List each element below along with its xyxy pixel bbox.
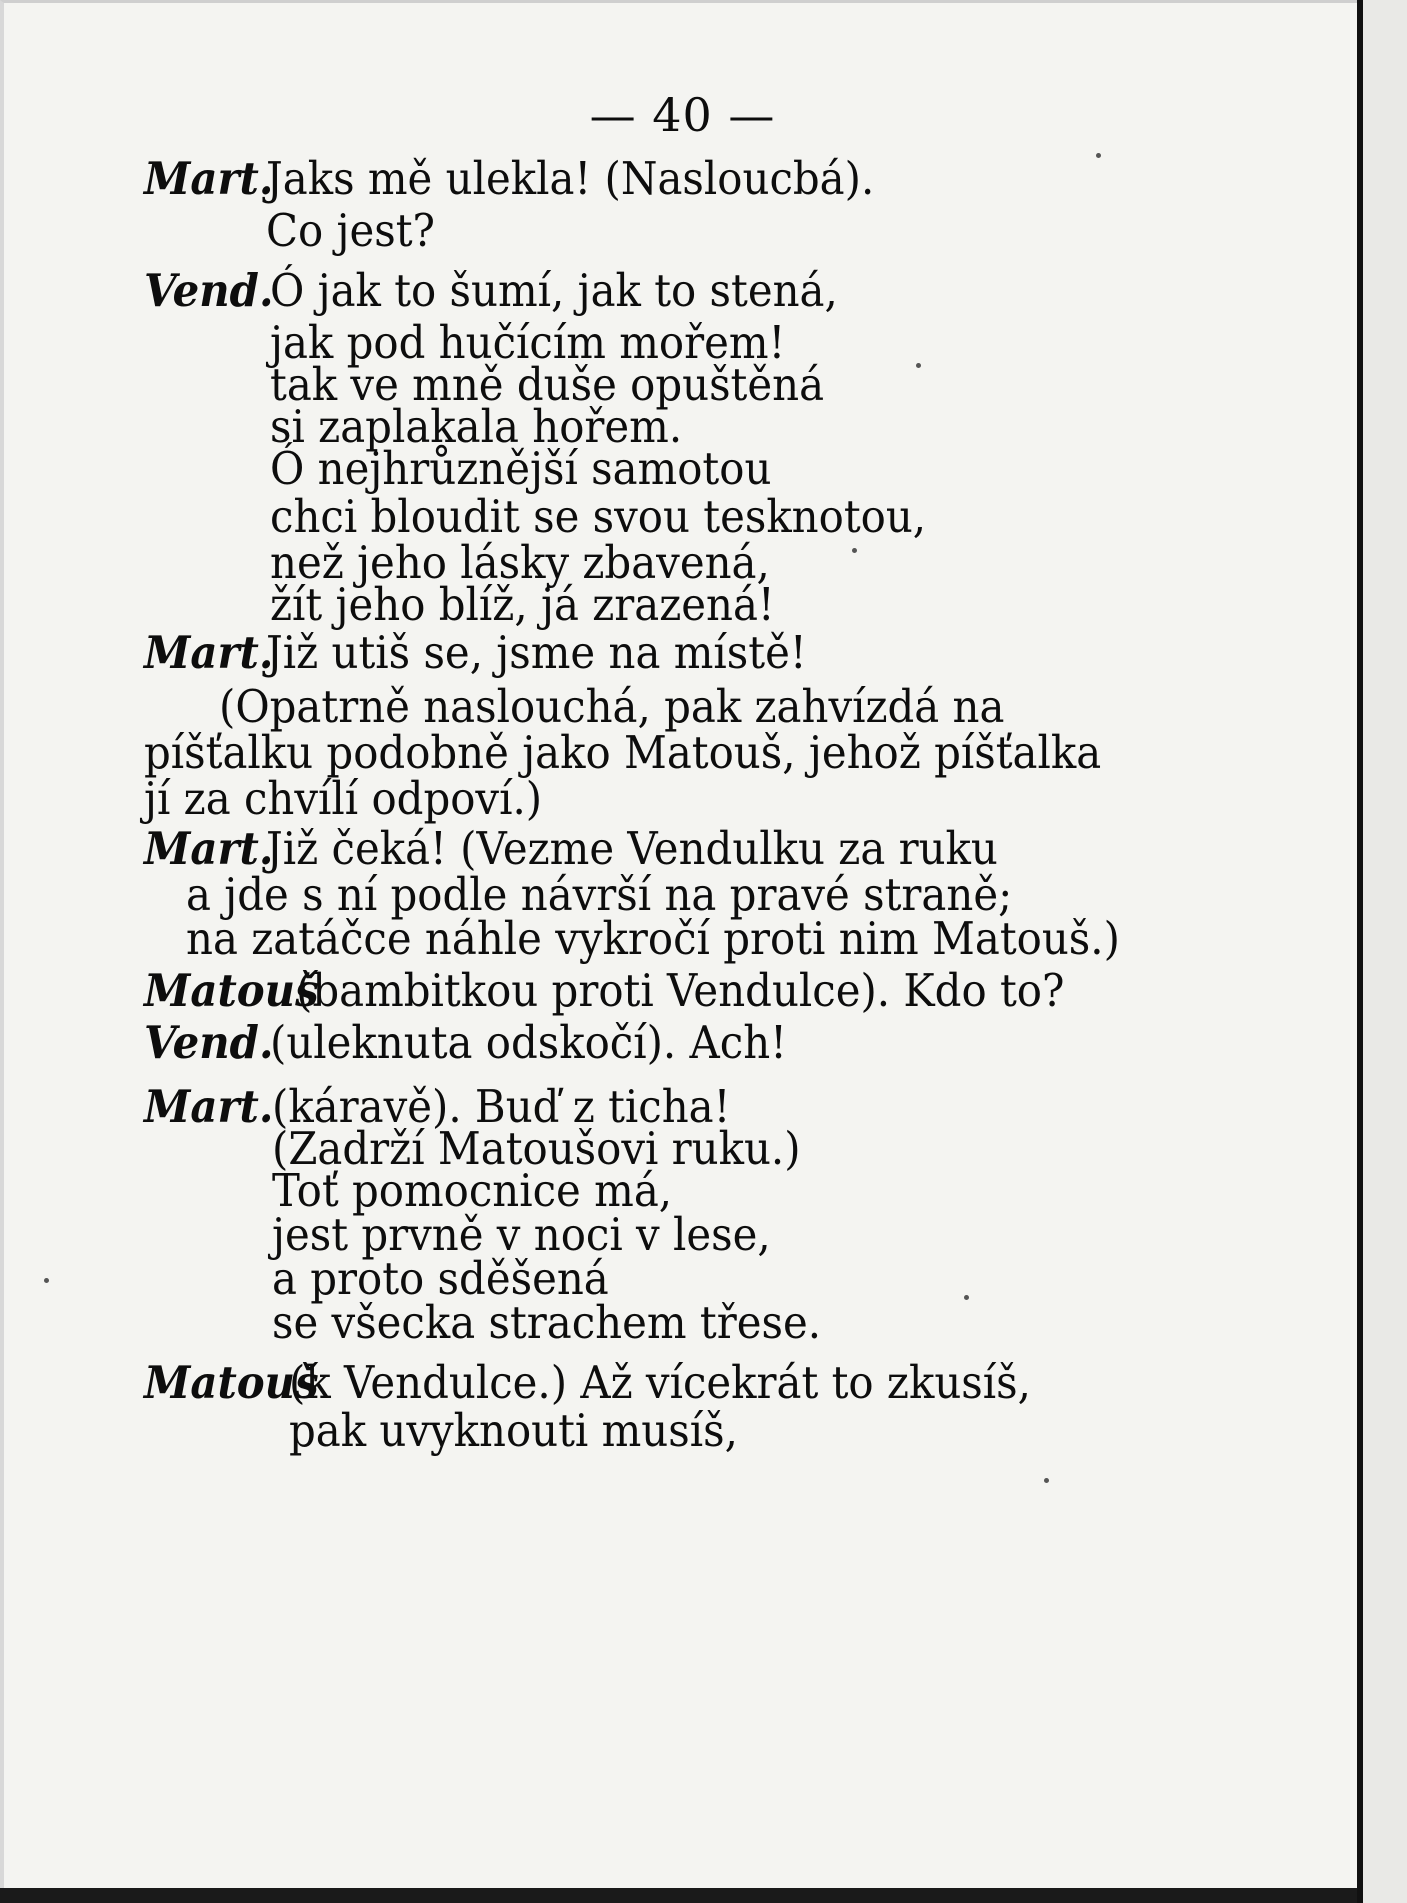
speaker-name: Matouš xyxy=(144,964,319,1017)
speaker-name: Mart. xyxy=(144,822,274,875)
speaker-name: Matouš xyxy=(144,1356,319,1409)
speech-line: a jde s ní podle návrší na pravé straně; xyxy=(186,868,1013,921)
speech-line: Jaks mě ulekla! (Nasloucbá). xyxy=(266,152,875,205)
verse-line: Toť pomocnice má, xyxy=(272,1164,673,1217)
speech-line: na zatáčce náhle vykročí proti nim Matouš.) xyxy=(186,912,1120,965)
verse-line: jak pod hučícím mořem! xyxy=(270,316,786,369)
verse-line: (Zadrží Matoušovi ruku.) xyxy=(272,1122,801,1175)
paper-speck xyxy=(44,1278,49,1283)
paper-speck xyxy=(852,548,857,553)
paper-speck xyxy=(1096,153,1101,158)
speaker-name: Mart. xyxy=(144,152,274,205)
verse-line: se všecka strachem třese. xyxy=(272,1296,822,1349)
page-number: — 40 — xyxy=(589,88,776,142)
stage-direction-line: píšťalku podobně jako Matouš, jehož píšťalka xyxy=(144,726,1102,779)
speaker-name: Vend. xyxy=(144,264,274,317)
verse-line: si zaplakala hořem. xyxy=(270,400,683,453)
speech-line: Již čeká! (Vezme Vendulku za ruku xyxy=(266,822,998,875)
verse-line: Ó jak to šumí, jak to stená, xyxy=(270,264,838,317)
verse-line: (káravě). Buď z ticha! xyxy=(272,1080,731,1133)
verse-line: chci bloudit se svou tesknotou, xyxy=(270,490,927,543)
speech-line: Co jest? xyxy=(266,204,435,257)
verse-line: Ó nejhrůznější samotou xyxy=(270,442,772,495)
paper-speck xyxy=(964,1295,969,1300)
speaker-name: Vend. xyxy=(144,1016,274,1069)
speaker-name: Mart. xyxy=(144,1080,274,1133)
stage-direction-line: (Opatrně naslouchá, pak zahvízdá na xyxy=(219,680,1005,733)
paper-speck xyxy=(1044,1478,1049,1483)
stage-direction-line: jí za chvílí odpoví.) xyxy=(144,772,543,825)
scan-page-edge xyxy=(1357,0,1407,1903)
verse-line: tak ve mně duše opuštěná xyxy=(270,358,825,411)
speech-line: Již utiš se, jsme na místě! xyxy=(266,626,807,679)
speaker-name: Mart. xyxy=(144,626,274,679)
verse-line: jest prvně v noci v lese, xyxy=(272,1208,771,1261)
speech-line: (bambitkou proti Vendulce). Kdo to? xyxy=(296,964,1065,1017)
verse-line: než jeho lásky zbavená, xyxy=(270,536,770,589)
verse-line: žít jeho blíž, já zrazená! xyxy=(270,578,775,631)
verse-line: a proto sděšená xyxy=(272,1252,609,1305)
speech-line: (uleknuta odskočí). Ach! xyxy=(270,1016,787,1069)
paper-speck xyxy=(916,363,921,368)
verse-line: (k Vendulce.) Až vícekrát to zkusíš, xyxy=(289,1356,1031,1409)
verse-line: pak uvyknouti musíš, xyxy=(289,1404,738,1457)
